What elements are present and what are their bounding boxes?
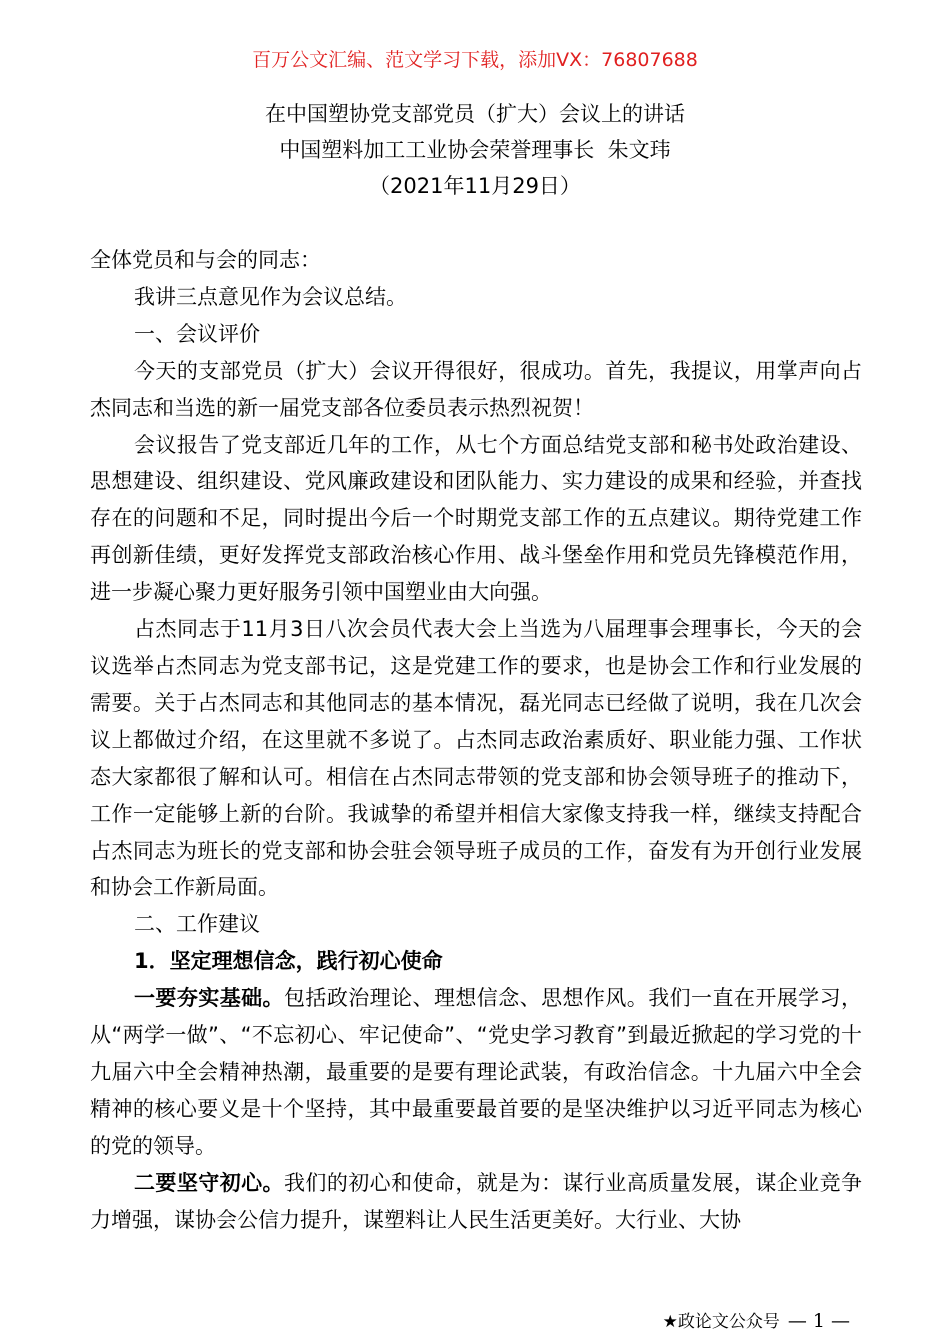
speech-date: （2021年11月29日） bbox=[369, 174, 581, 198]
paragraph-1: 今天的支部党员（扩大）会议开得很好，很成功。首先，我提议，用掌声向占杰同志和当选的新一届党支部各位委员表示热烈祝贺！ bbox=[90, 358, 862, 420]
paragraph-5 bbox=[90, 1165, 862, 1239]
paragraph-2: 会议报告了党支部近几年的工作，从七个方面总结党支部和秘书处政治建设、思想建设、组织建设、党风廉政建设和团队能力、实力建设的成果和经验，并查找存在的问题和不足，同时提出今后一个时期党支部工作的五点建议。期待党建工作再创新佳绩，更好发挥党支部政治核心作用、战斗堡垒作用和党员先锋模范作用，进一步凝心聚力更好服务引领中国塑业由大向强。 bbox=[90, 432, 862, 605]
watermark-banner: 百万公文汇编、范文学习下载，添加VX：76807688 bbox=[252, 49, 698, 71]
paragraph-4-text: 包括政治理论、理想信念、思想作风。我们一直在开展学习，从“两学一做”、“不忘初心、牢记使命”、“党史学习教育”到最近掀起的学习党的十九届六中全会精神热潮，最重要的是要有理论武装，有政治信念。十九届六中全会精神的核心要义是十个坚持，其中最重要最首要的是坚决维护以习近平同志为核心的党的领导。 bbox=[90, 986, 863, 1158]
page-number: — 1 — bbox=[787, 1310, 850, 1332]
footer-source: ★政论文公众号 bbox=[662, 1312, 780, 1332]
paragraph-5-lead: 二要坚守初心。 bbox=[134, 1170, 284, 1195]
section-heading-1: 一、会议评价 bbox=[134, 321, 260, 346]
intro-paragraph: 我讲三点意见作为会议总结。 bbox=[134, 284, 407, 309]
paragraph-4 bbox=[90, 980, 862, 1165]
page-footer bbox=[663, 1308, 850, 1335]
salutation: 全体党员和与会的同志： bbox=[90, 248, 321, 272]
section-heading-2: 二、工作建议 bbox=[134, 912, 260, 937]
document-body bbox=[90, 242, 862, 1238]
paragraph-3: 占杰同志于11月3日八次会员代表大会上当选为八届理事会理事长，今天的会议选举占杰同志为党支部书记，这是党建工作的要求，也是协会工作和行业发展的需要。关于占杰同志和其他同志的基本情况，磊光同志已经做了说明，我在几次会议上都做过介绍，在这里就不多说了。占杰同志政治素质好、职业能力强、工作状态大家都很了解和认可。相信在占杰同志带领的党支部和协会领导班子的推动下，工作一定能够上新的台阶。我诚挚的希望并相信大家像支持我一样，继续支持配合占杰同志为班长的党支部和协会驻会领导班子成员的工作，奋发有为开创行业发展和协会工作新局面。 bbox=[90, 617, 862, 900]
paragraph-4-lead: 一要夯实基础。 bbox=[134, 986, 284, 1011]
speaker-line: 中国塑料加工工业协会荣誉理事长 朱文玮 bbox=[279, 138, 671, 162]
paragraph-5-text: 我们的初心和使命，就是为：谋行业高质量发展，谋企业竞争力增强，谋协会公信力提升，谋塑料让人民生活更美好。大行业、大协 bbox=[90, 1170, 863, 1232]
speech-title: 在中国塑协党支部党员（扩大）会议上的讲话 bbox=[265, 102, 685, 126]
document-header bbox=[0, 96, 950, 204]
subheading-1: 1．坚定理想信念，践行初心使命 bbox=[134, 949, 443, 974]
